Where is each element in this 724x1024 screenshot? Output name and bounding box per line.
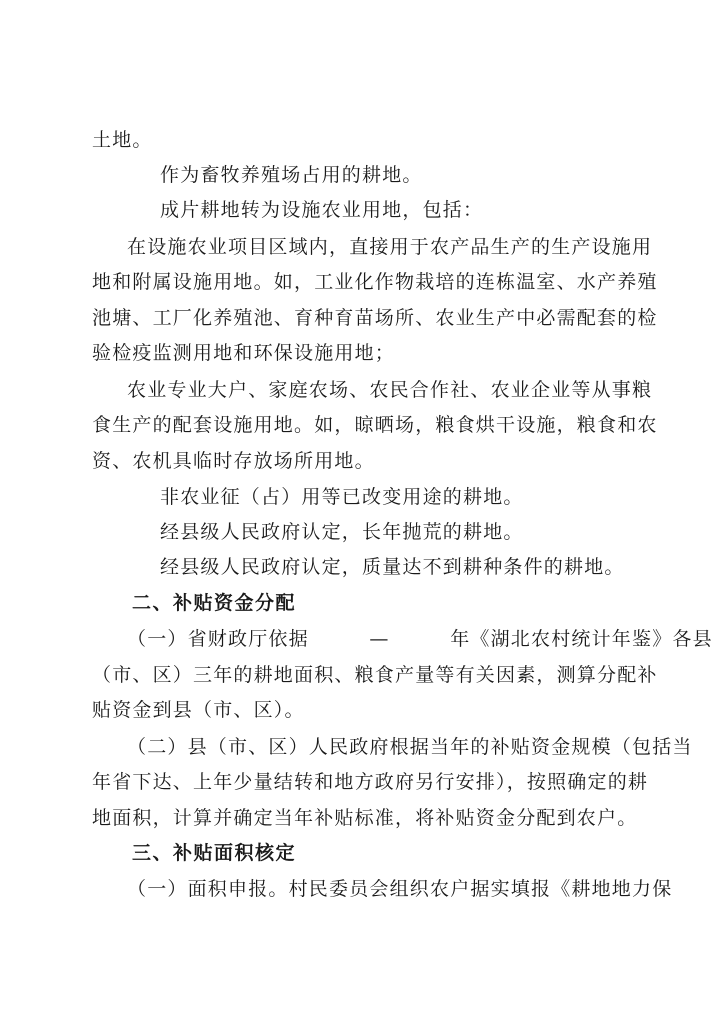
text-line-18: （二）县（市、区）人民政府根据当年的补贴资金规模（包括当 bbox=[127, 736, 693, 758]
text-line-19: 年省下达、上年少量结转和地方政府另行安排），按照确定的耕 bbox=[92, 771, 649, 793]
text-line-3: 成片耕地转为设施农业用地，包括： bbox=[160, 199, 484, 221]
text-line-12: 经县级人民政府认定，长年抛荒的耕地。 bbox=[160, 521, 524, 543]
text-line-11: 非农业征（占）用等已改变用途的耕地。 bbox=[160, 486, 524, 508]
text-line-16: （市、区）三年的耕地面积、粮食产量等有关因素，测算分配补 bbox=[92, 664, 658, 686]
text-line-13: 经县级人民政府认定，质量达不到耕种条件的耕地。 bbox=[160, 556, 625, 578]
text-line-7: 验检疫监测用地和环保设施用地； bbox=[92, 342, 396, 364]
text-line-5: 地和附属设施用地。如，工业化作物栽培的连栋温室、水产养殖 bbox=[92, 271, 658, 293]
text-line-22: （一）面积申报。村民委员会组织农户据实填报《耕地地力保 bbox=[127, 878, 673, 900]
section-heading-2: 二、补贴资金分配 bbox=[132, 592, 297, 614]
text-line-4: 在设施农业项目区域内，直接用于农产品生产的生产设施用 bbox=[127, 236, 653, 258]
section-heading-3: 三、补贴面积核定 bbox=[132, 842, 297, 864]
text-line-9: 食生产的配套设施用地。如，晾晒场，粮食烘干设施，粮食和农 bbox=[92, 414, 658, 436]
text-line-6: 池塘、工厂化养殖池、育种育苗场所、农业生产中必需配套的检 bbox=[92, 307, 658, 329]
text-line-2: 作为畜牧养殖场占用的耕地。 bbox=[160, 164, 423, 186]
text-line-20: 地面积，计算并确定当年补贴标准，将补贴资金分配到农户。 bbox=[92, 807, 638, 829]
text-line-8: 农业专业大户、家庭农场、农民合作社、农业企业等从事粮 bbox=[127, 379, 653, 401]
text-line-10: 资、农机具临时存放场所用地。 bbox=[92, 450, 375, 472]
text-line-1: 土地。 bbox=[92, 129, 153, 151]
text-line-15: （一）省财政厅依据 — 年《湖北农村统计年鉴》各县 bbox=[127, 628, 713, 650]
text-line-17: 贴资金到县（市、区）。 bbox=[92, 699, 305, 721]
